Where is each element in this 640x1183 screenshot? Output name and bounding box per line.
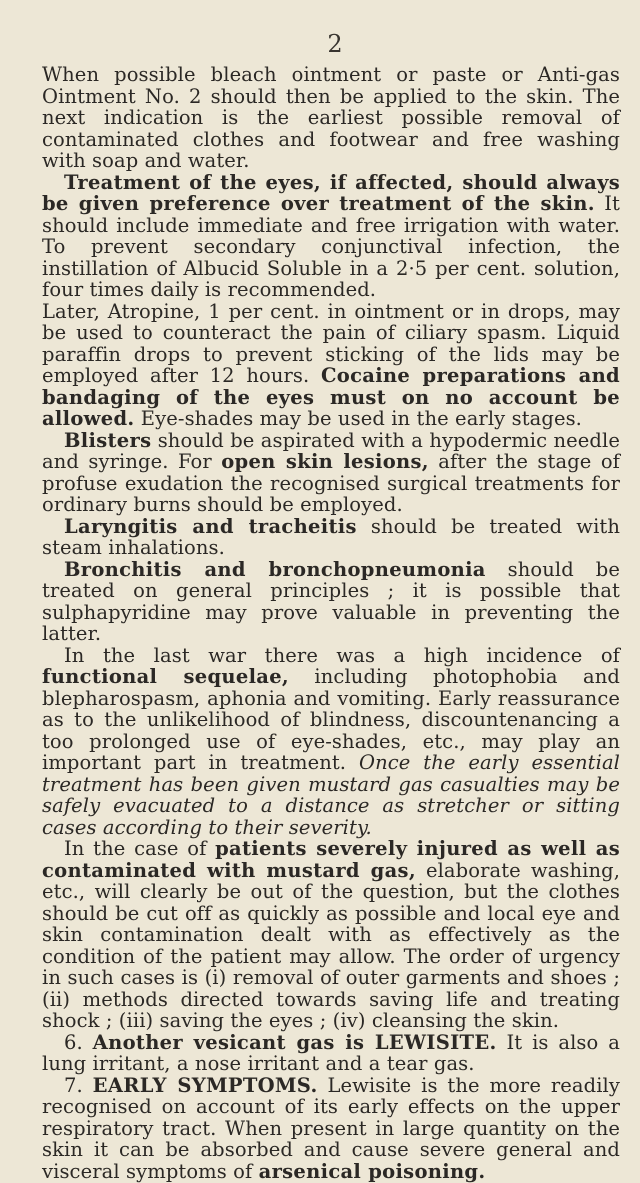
paragraph: Treatment of the eyes, if affected, should always be given preference over treatment of the skin. It should include immediate and free irrigation with water. To prevent secondary conjunctival infection, the instillation of Albucid Soluble in a 2·5 per cent. solution, four times daily is recommended. [42,170,620,301]
page-number: 2 [327,30,343,58]
paragraph: Later, Atropine, 1 per cent. in ointment or in drops, may be used to counteract the pain of ciliary spasm. Liquid paraffin drops to prevent sticking of the lids may be employed after 12 hours. Cocaine preparations and bandaging of the eyes must on no account be allowed. Eye-shades may be used in the early stages. [42,299,620,430]
paragraph: Laryngitis and tracheitis should be treated with steam inhalations. [42,514,620,559]
paragraph: When possible bleach ointment or paste or Anti-gas Ointment No. 2 should then be applied to the skin. The next indication is the earliest possible removal of contaminated clothes and footwear and free washing with soap and water. [42,63,620,172]
paragraph: Blisters should be aspirated with a hypodermic needle and syringe. For open skin lesions, after the stage of profuse exudation the recognised surgical treatments for ordinary burns should be employed. [42,428,620,516]
paragraph: In the case of patients severely injured as well as contaminated with mustard gas, elaborate washing, etc., will clearly be out of the question, but the clothes should be cut off as quickly as possible and local eye and skin contamination dealt with as effectively as the condition of the patient may allow. The order of urgency in such cases is (i) removal of outer garments and shoes ; (ii) methods directed towards saving life and treating shock ; (iii) saving the eyes ; (iv) cleansing the skin. [42,837,621,1032]
paragraph: In the last war there was a high incidence of functional sequelae, including photophobia and blepharospasm, aphonia and vomiting. Early reassurance as to the unlikelihood of blindness, discountenancing a too prolonged use of eye-shades, etc., may play an important part in treatment. Once the early essential treatment has been given mustard gas casualties may be safely evacuated to a distance as stretcher or sitting cases according to their severity. [42,643,621,839]
paragraph: 7. EARLY SYMPTOMS. Lewisite is the more readily recognised on account of its early effects on the upper respiratory tract. When present in large quantity on the skin it can be absorbed and cause severe general and visceral symptoms of arsenical poisoning. [42,1073,620,1183]
paragraph: 6. Another vesicant gas is LEWISITE. It is also a lung irritant, a nose irritant and a tear gas. [42,1030,620,1075]
body-text [42,64,620,1182]
paragraph: Bronchitis and bronchopneumonia should be treated on general principles ; it is possible that sulphapyridine may prove valuable in preventing the latter. [42,557,620,645]
